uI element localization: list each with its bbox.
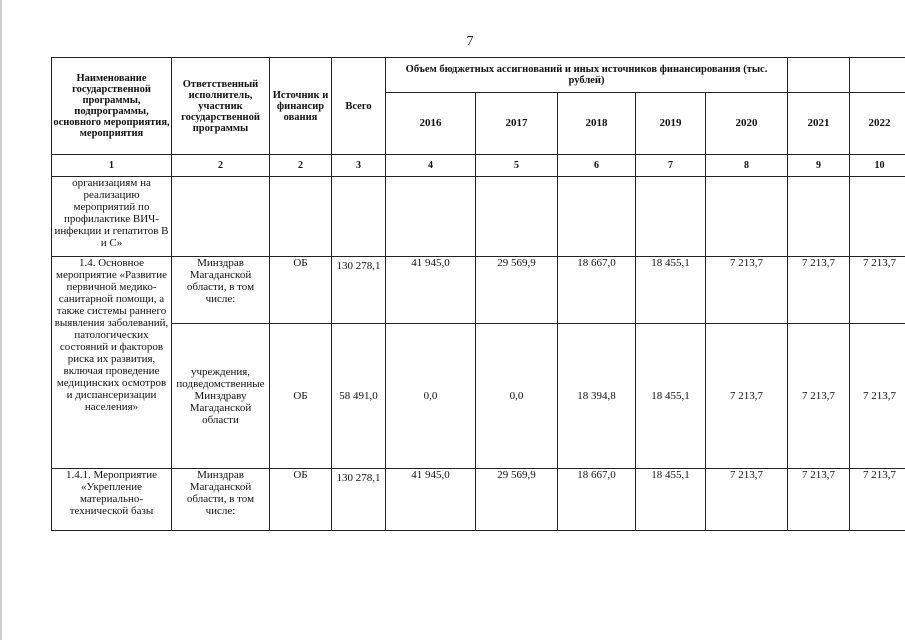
row-name: 1.4. Основное мероприятие «Развитие первичной медико-санитарной помощи, а также системы раннего выявления заболеваний, патологических состояний и факторов риска их развития, включая проведение медицинских осмотров и диспансеризации населения»	[52, 257, 172, 469]
page-number: 7	[466, 34, 474, 49]
column-number: 7	[636, 155, 706, 177]
row-value: 18 455,1	[636, 324, 706, 469]
column-number: 9	[788, 155, 850, 177]
row-name: организациям на реализацию мероприятий по профилактике ВИЧ-инфекции и гепатитов В и С»	[52, 177, 172, 257]
column-number: 1	[52, 155, 172, 177]
column-number: 2	[270, 155, 332, 177]
header-name: Наименование государственной программы, подпрограммы, основного мероприятия, мероприятия	[52, 58, 172, 155]
row-executor: Минздрав Магаданской области, в том числе:	[172, 257, 270, 324]
row-executor: Минздрав Магаданской области, в том числе:	[172, 469, 270, 531]
row-value	[386, 177, 476, 257]
row-value: 7 213,7	[788, 257, 850, 324]
table-row	[52, 177, 905, 257]
row-executor: учреждения, подведомственные Минздраву Магаданской области	[172, 324, 270, 469]
row-value: 0,0	[476, 324, 558, 469]
row-source: ОБ	[270, 469, 332, 531]
row-source: ОБ	[270, 257, 332, 324]
row-value: 41 945,0	[386, 469, 476, 531]
row-value: 29 569,9	[476, 469, 558, 531]
header-year: 2021	[788, 93, 850, 155]
row-value: 7 213,7	[850, 324, 905, 469]
budget-table	[51, 57, 905, 531]
row-value	[850, 177, 905, 257]
table-row	[52, 324, 905, 469]
header-year: 2017	[476, 93, 558, 155]
row-value: 7 213,7	[706, 324, 788, 469]
row-executor	[172, 177, 270, 257]
row-value: 18 455,1	[636, 469, 706, 531]
row-total: 130 278,1	[332, 469, 386, 531]
column-number: 2	[172, 155, 270, 177]
header-row-1	[52, 58, 905, 93]
row-value: 18 394,8	[558, 324, 636, 469]
header-year: 2016	[386, 93, 476, 155]
row-value: 18 667,0	[558, 257, 636, 324]
row-value: 18 455,1	[636, 257, 706, 324]
header-volume: Объем бюджетных ассигнований и иных источников финансирования (тыс. рублей)	[386, 58, 788, 93]
header-empty-10	[850, 58, 905, 93]
header-source: Источник и финансир ования	[270, 58, 332, 155]
row-value: 7 213,7	[706, 257, 788, 324]
header-total: Всего	[332, 58, 386, 155]
column-number-row	[52, 155, 905, 177]
column-number: 10	[850, 155, 905, 177]
table-row	[52, 257, 905, 324]
column-number: 3	[332, 155, 386, 177]
row-source	[270, 177, 332, 257]
header-year: 2022	[850, 93, 905, 155]
row-total	[332, 177, 386, 257]
row-value	[636, 177, 706, 257]
row-name: 1.4.1. Мероприятие «Укрепление материально-технической базы	[52, 469, 172, 531]
row-value: 7 213,7	[788, 469, 850, 531]
row-source: ОБ	[270, 324, 332, 469]
row-value	[558, 177, 636, 257]
scan-edge	[0, 0, 2, 640]
row-value	[476, 177, 558, 257]
row-value: 7 213,7	[706, 469, 788, 531]
header-executor: Ответственный исполнитель, участник государственной программы	[172, 58, 270, 155]
header-empty-9	[788, 58, 850, 93]
header-year: 2020	[706, 93, 788, 155]
row-value	[706, 177, 788, 257]
row-value: 29 569,9	[476, 257, 558, 324]
column-number: 5	[476, 155, 558, 177]
row-value	[788, 177, 850, 257]
row-value: 7 213,7	[850, 469, 905, 531]
column-number: 8	[706, 155, 788, 177]
row-total: 130 278,1	[332, 257, 386, 324]
row-value: 7 213,7	[850, 257, 905, 324]
header-year: 2019	[636, 93, 706, 155]
row-total: 58 491,0	[332, 324, 386, 469]
row-value: 7 213,7	[788, 324, 850, 469]
column-number: 4	[386, 155, 476, 177]
row-value: 41 945,0	[386, 257, 476, 324]
row-value: 0,0	[386, 324, 476, 469]
row-value: 18 667,0	[558, 469, 636, 531]
column-number: 6	[558, 155, 636, 177]
header-year: 2018	[558, 93, 636, 155]
table-row	[52, 469, 905, 531]
